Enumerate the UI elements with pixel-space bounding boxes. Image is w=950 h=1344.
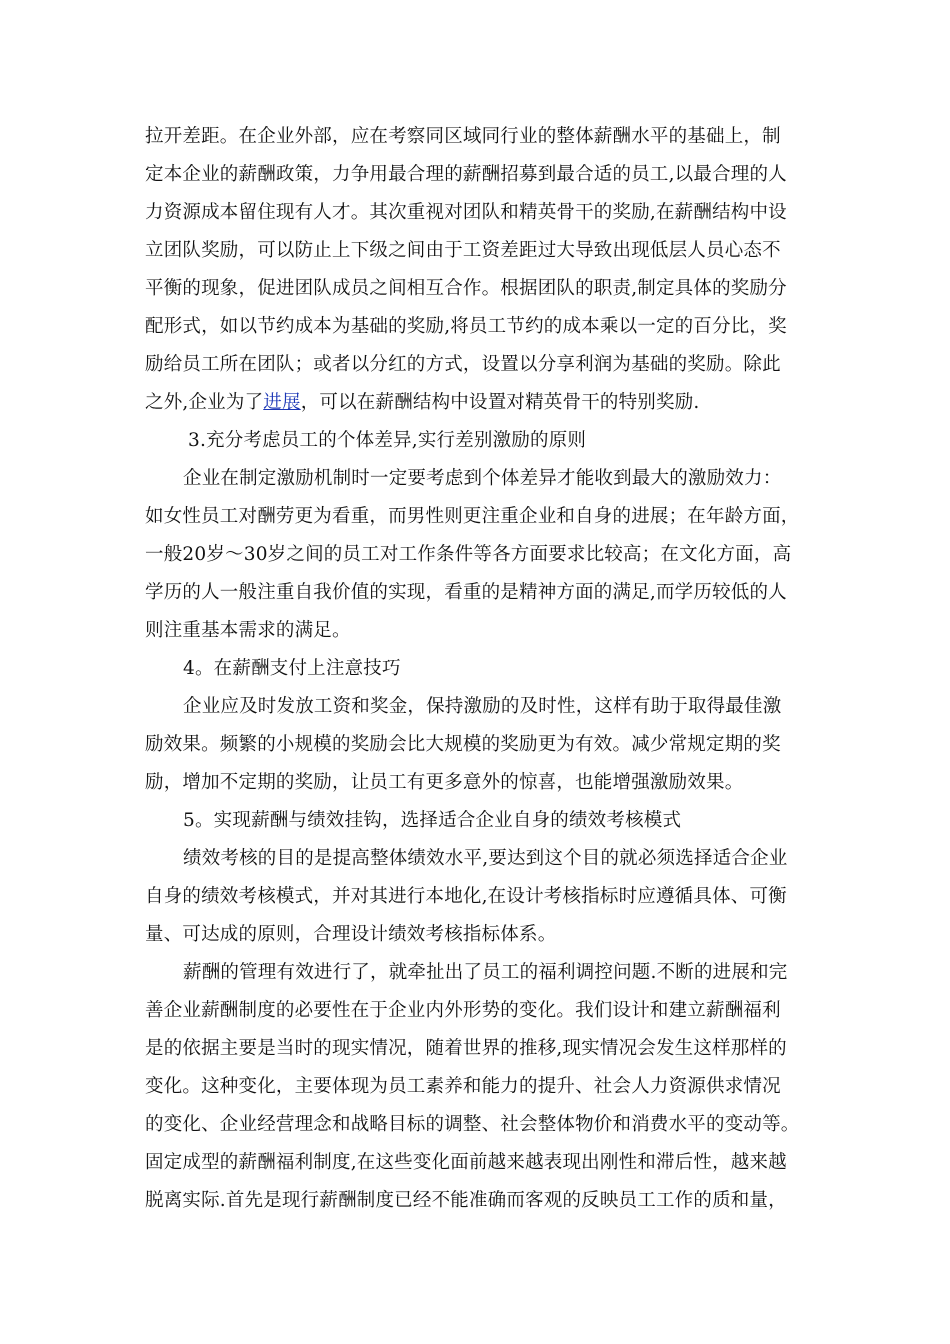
paragraph-line: 定本企业的薪酬政策，力争用最合理的薪酬招募到最合适的员工,以最合理的人 — [145, 164, 787, 185]
paragraph-line: 自身的绩效考核模式，并对其进行本地化,在设计考核指标时应遵循具体、可衡 — [145, 886, 787, 907]
paragraph-line: 拉开差距。在企业外部，应在考察同区域同行业的整体薪酬水平的基础上，制 — [145, 126, 781, 147]
paragraph-line: 力资源成本留住现有人才。其次重视对团队和精英骨干的奖励,在薪酬结构中设 — [145, 202, 787, 223]
paragraph-line: 脱离实际.首先是现行薪酬制度已经不能准确而客观的反映员工工作的质和量， — [145, 1190, 787, 1211]
paragraph-line: 善企业薪酬制度的必要性在于企业内外形势的变化。我们设计和建立薪酬福利 — [145, 1000, 781, 1021]
paragraph-line: 励效果。频繁的小规模的奖励会比大规模的奖励更为有效。减少常规定期的奖 — [145, 734, 781, 755]
section-heading-5: 5。实现薪酬与绩效挂钩，选择适合企业自身的绩效考核模式 — [183, 810, 682, 831]
paragraph-line: 是的依据主要是当时的现实情况，随着世界的推移,现实情况会发生这样那样的 — [145, 1038, 787, 1059]
paragraph-line: 立团队奖励，可以防止上下级之间由于工资差距过大导致出现低层人员心态不 — [145, 240, 781, 261]
paragraph-text: 之外,企业为了 — [145, 392, 264, 413]
paragraph-text: ，可以在薪酬结构中设置对精英骨干的特别奖励. — [300, 392, 700, 413]
section-heading-4: 4。在薪酬支付上注意技巧 — [183, 658, 401, 679]
paragraph-line: 的变化、企业经营理念和战略目标的调整、社会整体物价和消费水平的变动等。 — [145, 1114, 800, 1135]
section-heading-3: 3.充分考虑员工的个体差异,实行差别激励的原则 — [188, 430, 587, 451]
paragraph-line: 一般20岁～30岁之间的员工对工作条件等各方面要求比较高；在文化方面，高 — [145, 544, 792, 565]
paragraph-line: 配形式，如以节约成本为基础的奖励,将员工节约的成本乘以一定的百分比，奖 — [145, 316, 787, 337]
paragraph-line: 固定成型的薪酬福利制度,在这些变化面前越来越表现出刚性和滞后性，越来越 — [145, 1152, 787, 1173]
paragraph-line: 绩效考核的目的是提高整体绩效水平,要达到这个目的就必须选择适合企业 — [183, 848, 788, 869]
paragraph-line: 企业应及时发放工资和奖金，保持激励的及时性，这样有助于取得最佳激 — [183, 696, 782, 717]
paragraph-line: 学历的人一般注重自我价值的实现，看重的是精神方面的满足,而学历较低的人 — [145, 582, 787, 603]
hyperlink[interactable]: 进展 — [263, 392, 301, 413]
paragraph-line: 企业在制定激励机制时一定要考虑到个体差异才能收到最大的激励效力： — [183, 468, 782, 489]
paragraph-line: 如女性员工对酬劳更为看重，而男性则更注重企业和自身的进展；在年龄方面， — [145, 506, 800, 527]
paragraph-line: 平衡的现象，促进团队成员之间相互合作。根据团队的职责,制定具体的奖励分 — [145, 278, 787, 299]
paragraph-line: 励给员工所在团队；或者以分红的方式，设置以分享利润为基础的奖励。除此 — [145, 354, 781, 375]
paragraph-line-with-link — [145, 390, 699, 416]
paragraph-line: 变化。这种变化，主要体现为员工素养和能力的提升、社会人力资源供求情况 — [145, 1076, 781, 1097]
paragraph-line: 则注重基本需求的满足。 — [145, 620, 351, 641]
paragraph-line: 量、可达成的原则，合理设计绩效考核指标体系。 — [145, 924, 557, 945]
paragraph-line: 薪酬的管理有效进行了，就牵扯出了员工的福利调控问题.不断的进展和完 — [183, 962, 788, 983]
paragraph-line: 励，增加不定期的奖励，让员工有更多意外的惊喜，也能增强激励效果。 — [145, 772, 744, 793]
